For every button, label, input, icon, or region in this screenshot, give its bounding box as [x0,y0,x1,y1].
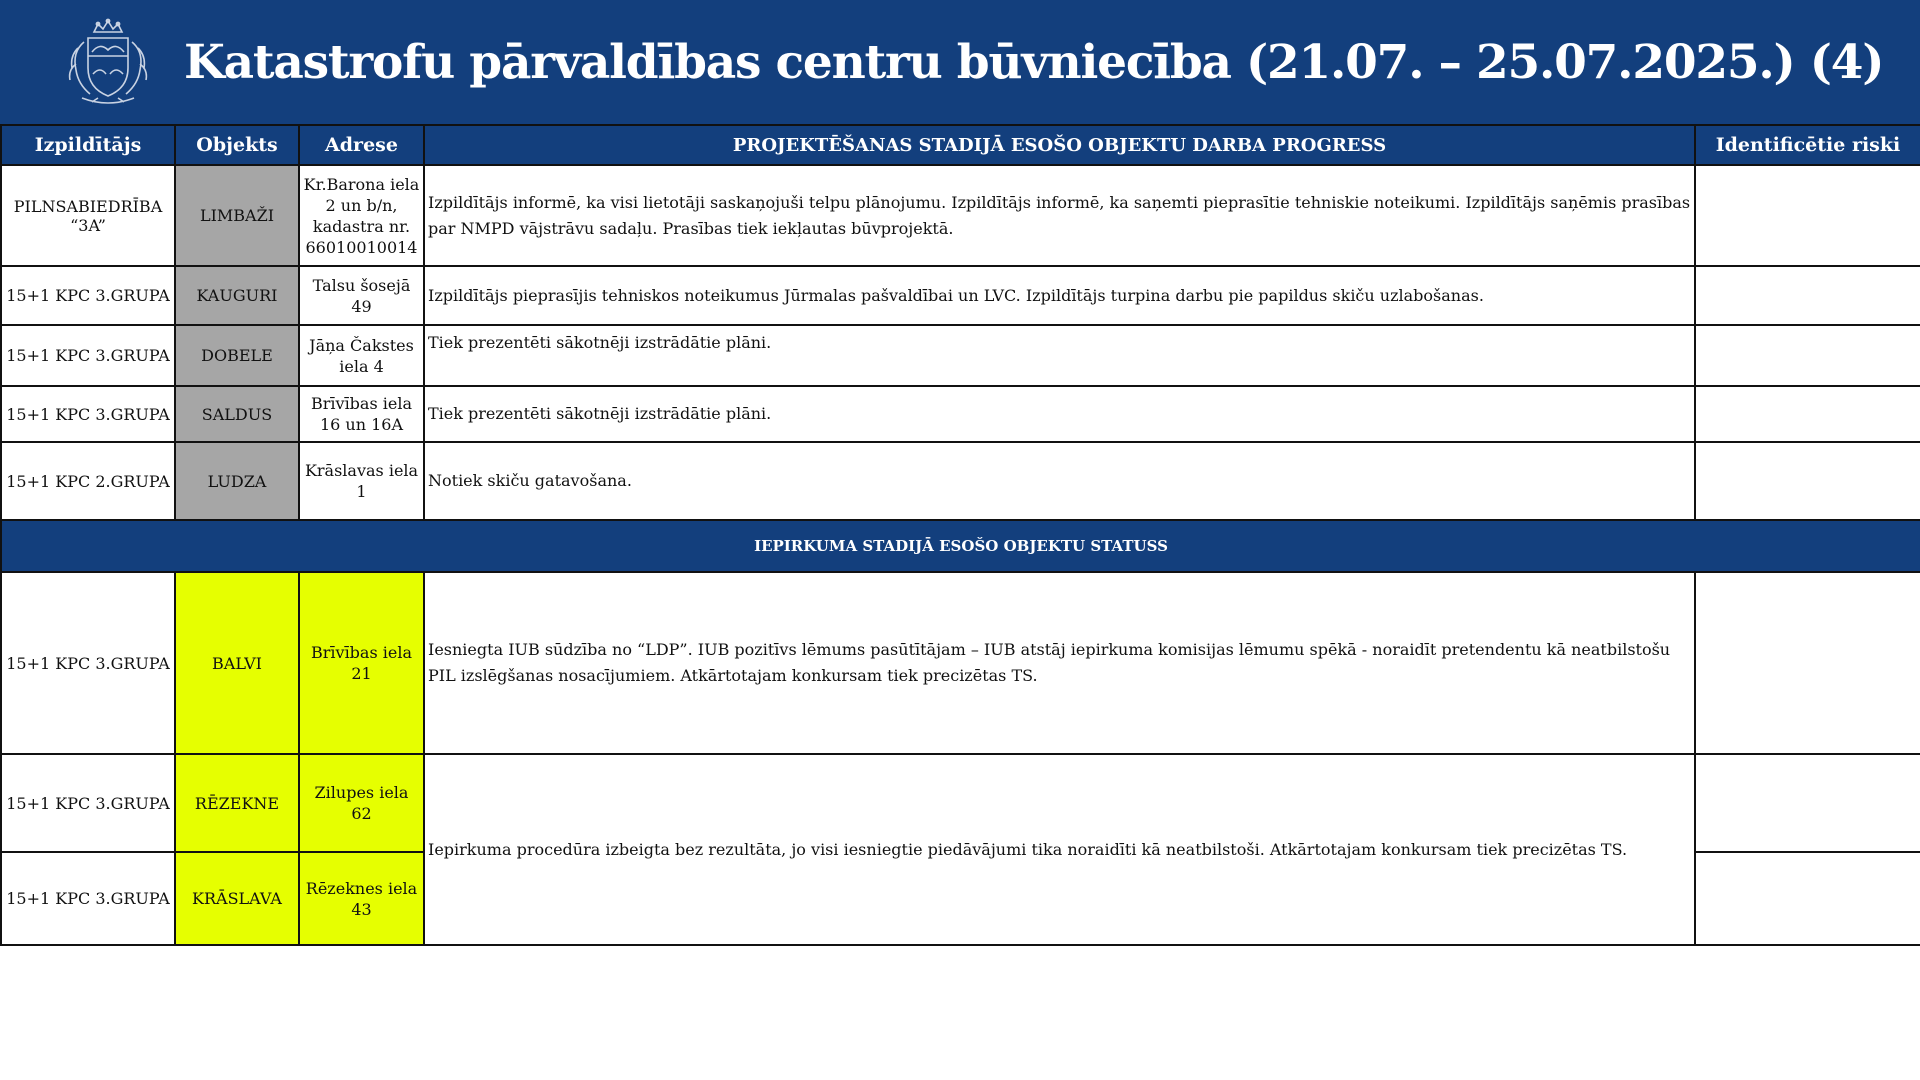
address-cell: Rēzeknes iela 43 [299,852,424,945]
risks-cell [1695,572,1920,754]
risks-cell [1695,325,1920,386]
address-cell: Brīvības iela 21 [299,572,424,754]
column-header-progress: PROJEKTĒŠANAS STADIJĀ ESOŠO OBJEKTU DARBA PROGRESS [424,125,1695,165]
object-cell: KRĀSLAVA [175,852,299,945]
latvia-coat-of-arms-icon [58,12,158,112]
table-header-row [1,125,1920,165]
address-cell: Zilupes iela 62 [299,754,424,852]
address-cell: Brīvības iela 16 un 16A [299,386,424,442]
object-cell: KAUGURI [175,266,299,325]
object-cell: DOBELE [175,325,299,386]
table-row [1,754,1920,852]
merged-progress-cell: Iepirkuma procedūra izbeigta bez rezultāta, jo visi iesniegtie piedāvājumi tika noraidīti kā neatbilstoši. Atkārtotajam konkursam tiek precizētas TS. [424,754,1695,945]
risks-cell [1695,442,1920,520]
risks-cell [1695,386,1920,442]
executor-cell: 15+1 KPC 3.GRUPA [1,386,175,442]
risks-cell [1695,266,1920,325]
address-cell: Jāņa Čakstes iela 4 [299,325,424,386]
object-cell: SALDUS [175,386,299,442]
objects-table [0,124,1920,946]
table-row [1,266,1920,325]
risks-cell [1695,852,1920,945]
progress-cell: Izpildītājs informē, ka visi lietotāji saskaņojuši telpu plānojumu. Izpildītājs informē, ka saņemti pieprasītie tehniskie noteikumi. Izpildītājs saņēmis prasības par NMPD vājstrāvu sadaļu. Prasības tiek iekļautas būvprojektā. [424,165,1695,266]
table-row [1,386,1920,442]
address-cell: Kr.Barona iela 2 un b/n, kadastra nr. 66010010014 [299,165,424,266]
risks-cell [1695,165,1920,266]
table-row [1,325,1920,386]
section-header-row [1,520,1920,572]
table-row [1,572,1920,754]
executor-cell: 15+1 KPC 3.GRUPA [1,754,175,852]
progress-cell: Izpildītājs pieprasījis tehniskos noteikumus Jūrmalas pašvaldībai un LVC. Izpildītājs turpina darbu pie papildus skiču uzlabošanas. [424,266,1695,325]
column-header-address: Adrese [299,125,424,165]
address-cell: Krāslavas iela 1 [299,442,424,520]
column-header-executor: Izpildītājs [1,125,175,165]
table-row [1,442,1920,520]
address-cell: Talsu šosejā 49 [299,266,424,325]
executor-cell: 15+1 KPC 2.GRUPA [1,442,175,520]
column-header-object: Objekts [175,125,299,165]
risks-cell [1695,754,1920,852]
executor-cell: 15+1 KPC 3.GRUPA [1,266,175,325]
table-row [1,165,1920,266]
executor-cell: 15+1 KPC 3.GRUPA [1,572,175,754]
page-title: Katastrofu pārvaldības centru būvniecība (21.07. – 25.07.2025.) (4) [184,35,1884,90]
executor-cell: 15+1 KPC 3.GRUPA [1,852,175,945]
progress-cell: Notiek skiču gatavošana. [424,442,1695,520]
object-cell: RĒZEKNE [175,754,299,852]
object-cell: LUDZA [175,442,299,520]
page-header [0,0,1920,124]
column-header-risks: Identificētie riski [1695,125,1920,165]
object-cell: LIMBAŽI [175,165,299,266]
executor-cell: PILNSABIEDRĪBA “3A” [1,165,175,266]
progress-cell: Iesniegta IUB sūdzība no “LDP”. IUB pozitīvs lēmums pasūtītājam – IUB atstāj iepirkuma komisijas lēmumu spēkā - noraidīt pretendentu kā neatbilstošu PIL izslēgšanas nosacījumiem. Atkārtotajam konkursam tiek precizētas TS. [424,572,1695,754]
object-cell: BALVI [175,572,299,754]
progress-cell: Tiek prezentēti sākotnēji izstrādātie plāni. [424,325,1695,386]
progress-cell: Tiek prezentēti sākotnēji izstrādātie plāni. [424,386,1695,442]
executor-cell: 15+1 KPC 3.GRUPA [1,325,175,386]
section-title: IEPIRKUMA STADIJĀ ESOŠO OBJEKTU STATUSS [1,520,1920,572]
